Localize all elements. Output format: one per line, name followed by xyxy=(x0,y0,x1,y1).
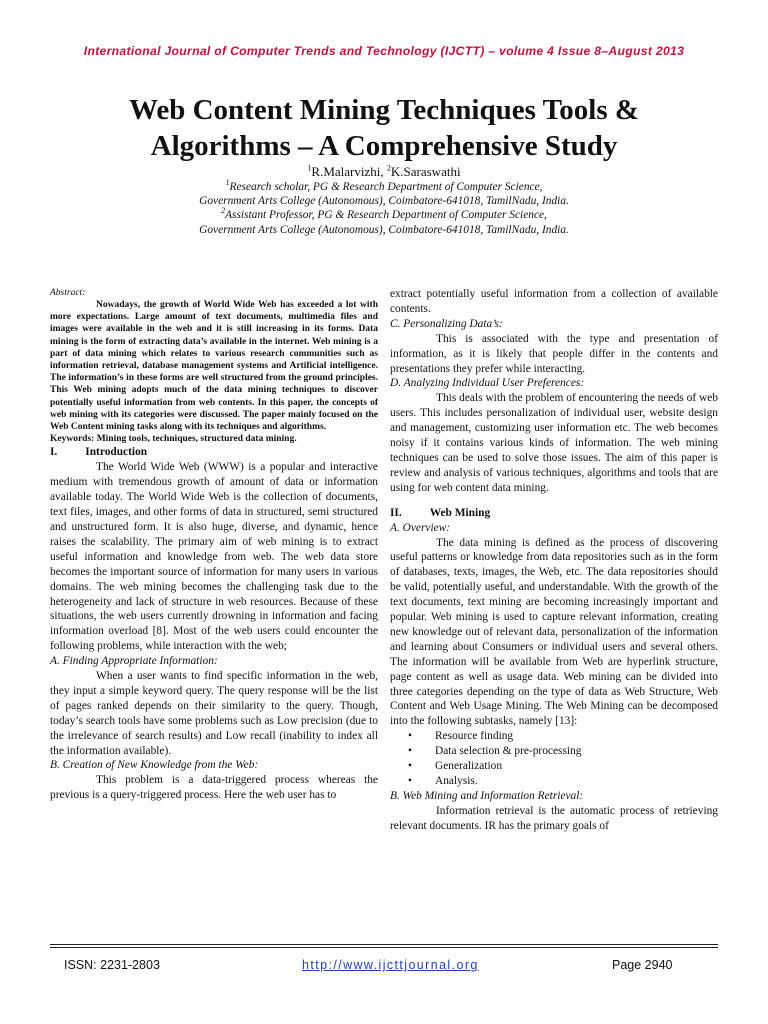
subsection-d-paragraph: This deals with the problem of encountering the needs of web users. This includes personalization of individual user, website design and management, customizing user information etc. The web becomes noisy if it contains various kinds of information. The web mining techniques can be used to solve those issues. The aim of this paper is review and analysis of various techniques, algorithms and tools that are using for web content data mining. xyxy=(390,392,718,494)
list-item xyxy=(408,759,718,774)
affiliations xyxy=(0,180,768,237)
continued-paragraph: extract potentially useful information from a collection of available contents. xyxy=(390,288,718,315)
subsection-a-heading: A. Finding Appropriate Information: xyxy=(50,655,218,668)
abstract-label: Abstract: xyxy=(50,288,86,298)
author-list xyxy=(0,164,768,180)
journal-header: International Journal of Computer Trends and Technology (IJCTT) – volume 4 Issue 8–August 2013 xyxy=(83,44,685,58)
right-column xyxy=(390,287,718,834)
subsection-b-heading: B. Creation of New Knowledge from the Web: xyxy=(50,759,259,772)
section-1-title: Introduction xyxy=(85,446,148,459)
paper-title xyxy=(0,92,768,164)
overview-heading: A. Overview: xyxy=(390,521,451,534)
affiliation-2-line-1 xyxy=(0,208,768,222)
list-item-text: Analysis. xyxy=(435,775,478,787)
footer-divider-top xyxy=(50,944,718,945)
section-2-number: II. xyxy=(390,506,402,519)
affiliation-1-text: Research scholar, PG & Research Department of Computer Science, xyxy=(229,181,543,193)
author-2-name: K.Saraswathi xyxy=(390,164,461,179)
author-1-name: R.Malarvizhi, xyxy=(311,164,387,179)
list-item-text: Resource finding xyxy=(435,730,514,743)
footer-divider-bottom xyxy=(50,947,718,948)
list-item xyxy=(408,744,718,759)
title-line-2: Algorithms – A Comprehensive Study xyxy=(150,130,618,162)
subsection-d-heading: D. Analyzing Individual User Preferences: xyxy=(390,377,585,390)
keywords: Keywords: Mining tools, techniques, structured data mining. xyxy=(50,434,297,445)
author-2-superscript: 2 xyxy=(386,163,391,173)
title-line-1: Web Content Mining Techniques Tools & xyxy=(128,94,640,126)
affiliation-2-superscript: 2 xyxy=(221,206,226,216)
abstract-text: Nowadays, the growth of World Wide Web has exceeded a lot with more expectations. Large amount of text documents, multimedia files and images were available in the web and it is still increasing in its forms. Data mining is the form of extracting data’s available in the internet. Web mining is a part of data mining which relates to various research communities such as information retrieval, database management systems and Artificial intelligence. The information’s in these forms are well structured from the ground principles. This Web mining adopts much of the data mining techniques to discover potentially useful information from web contents. In this paper, the concepts of web mining with its categories were discussed. The paper mainly focused on the Web Content mining tasks along with its techniques and algorithms. xyxy=(50,300,378,433)
bullet-icon: • xyxy=(408,760,412,773)
subsection-ir-heading: B. Web Mining and Information Retrieval: xyxy=(390,789,584,802)
list-item xyxy=(408,729,718,744)
ir-paragraph: Information retrieval is the automatic process of retrieving relevant documents. IR has the primary goals of xyxy=(390,804,718,832)
bullet-icon: • xyxy=(408,730,412,743)
affiliation-2-line-2: Government Arts College (Autonomous), Coimbatore-641018, TamilNadu, India. xyxy=(199,223,569,236)
intro-paragraph: The World Wide Web (WWW) is a popular and interactive medium with tremendous growth of amount of data or information available today. The World Wide Web is the collection of documents, text files, images, and other forms of data in structured, semi structured and unstructured form. It is also huge, diverse, and dynamic, hence raises the scalability. The primary aim of web mining is to extract useful information and knowledge from web. The web data store becomes the important source of information for many users in various domains. The web mining becomes the challenging task due to the heterogeneity and lack of structure in web resources. Because of these situations, the web users currently drowning in information and facing information overload [8]. Most of the web users could encounter the following problems, while interaction with the web; xyxy=(50,461,378,653)
subtask-list xyxy=(390,729,718,789)
bullet-icon: • xyxy=(408,745,412,758)
affiliation-1-superscript: 1 xyxy=(225,178,230,188)
left-column xyxy=(50,287,378,803)
affiliation-1-line-1 xyxy=(0,180,768,194)
subsection-a-paragraph: When a user wants to find specific information in the web, they input a simple keyword query. The query response will be the list of pages ranked depends on their similarity to the query. Though, today’s search tools have some problems such as Low precision (due to the irrelevance of search results) and Low recall (inability to index all the information available). xyxy=(50,670,378,757)
page-number: Page 2940 xyxy=(612,958,673,972)
section-1-number: I. xyxy=(50,446,58,459)
overview-paragraph: The data mining is defined as the process of discovering useful patterns or knowledge from data repositories such as in the form of databases, texts, images, the Web, etc. The data repositories should be valid, potentially useful, and understandable. With the growth of the text documents, text mining are becoming increasingly important and popular. Web mining is used to capture relevant information, creating new knowledge out of relevant data, personalization of the information and learning about Consumers or individual users and several others. The information will be available from Web are hyperlink structure, page content as well as usage data. Web mining can be divided into three categories depending on the type of data as Web Structure, Web Content and Web Usage Mining. The Web Mining can be decomposed into the following subtasks, namely [13]: xyxy=(390,536,718,728)
affiliation-2-text: Assistant Professor, PG & Research Department of Computer Science, xyxy=(225,209,547,222)
list-item-text: Data selection & pre-processing xyxy=(435,745,582,758)
bullet-icon: • xyxy=(408,775,412,787)
author-1-superscript: 1 xyxy=(307,163,312,173)
journal-url-link[interactable]: http://www.ijcttjournal.org xyxy=(302,958,479,972)
subsection-c-paragraph: This is associated with the type and presentation of information, as it is likely that people differ in the contents and presentations they prefer while interacting. xyxy=(390,332,718,375)
issn: ISSN: 2231-2803 xyxy=(64,958,160,972)
section-2-title: Web Mining xyxy=(429,506,491,519)
affiliation-1-line-2: Government Arts College (Autonomous), Coimbatore-641018, TamilNadu, India. xyxy=(199,195,569,208)
section-1-heading xyxy=(50,445,378,460)
list-item-text: Generalization xyxy=(435,760,503,773)
list-item xyxy=(408,774,718,789)
subsection-c-heading: C. Personalizing Data’s: xyxy=(390,317,503,330)
subsection-b-paragraph: This problem is a data-triggered process whereas the previous is a query-triggered process. Here the web user has to xyxy=(50,774,378,802)
section-2-heading xyxy=(390,506,718,521)
